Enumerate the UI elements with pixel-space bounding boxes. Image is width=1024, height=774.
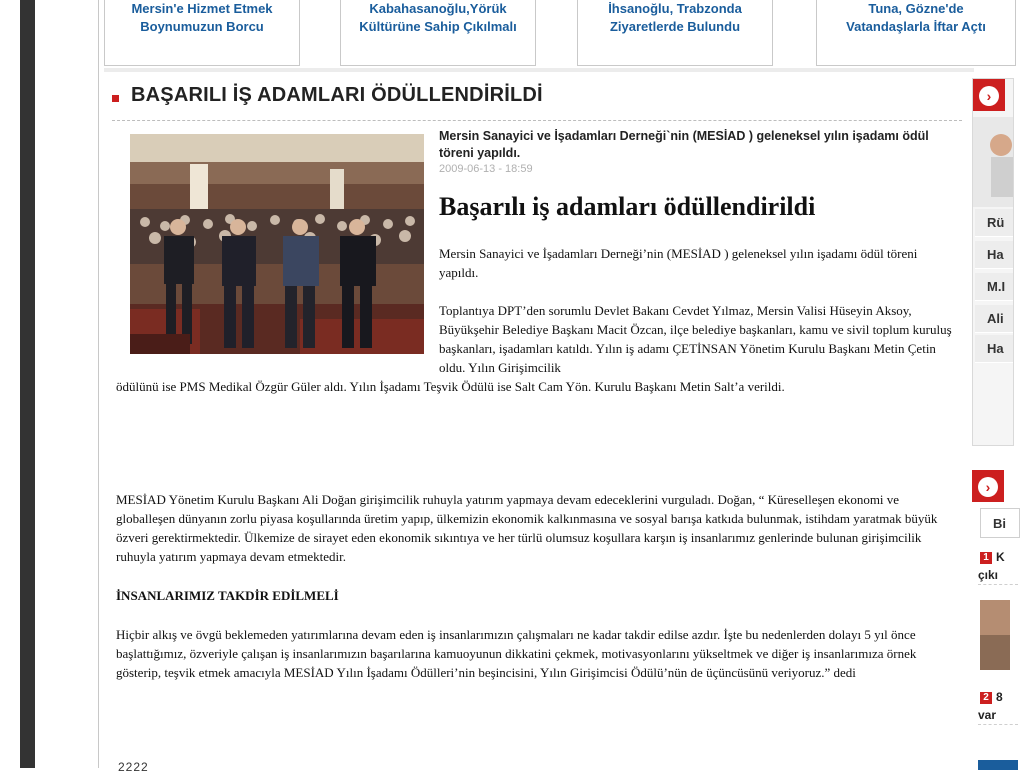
rank-2-text[interactable]: 8 <box>996 690 1003 704</box>
sidebar-box-2-header[interactable] <box>972 470 1004 502</box>
article-paragraph-1: Mersin Sanayici ve İşadamları Derneği’nin (MESİAD ) geleneksel yılın işadamı ödül töreni yapıldı. <box>439 246 918 280</box>
content-border <box>98 0 99 768</box>
article-date: 2009-06-13 - 18:59 <box>439 163 533 175</box>
bottom-cut-text: 2222 <box>118 760 149 774</box>
award-ceremony-image <box>130 134 424 354</box>
news-tab-3-line2: Ziyaretlerde Bulundu <box>609 19 741 34</box>
sidebar-divider <box>978 584 1018 586</box>
news-tab-1-line1: Mersin'e Hizmet Etmek <box>131 1 273 16</box>
rank-1-text[interactable]: K <box>996 550 1005 564</box>
article-photo <box>130 134 424 354</box>
title-bullet-icon <box>112 95 119 102</box>
section-title-bar <box>112 84 962 114</box>
news-tab-2-line2: Kültürüne Sahip Çıkılmalı <box>359 19 517 34</box>
left-dark-strip <box>20 0 35 768</box>
sidebar-list-item-label: Ha <box>987 247 1004 262</box>
news-tab-1[interactable] <box>104 0 300 66</box>
sidebar-blue-header <box>978 760 1018 770</box>
rank-badge-1: 1 <box>980 552 992 564</box>
sidebar-list-item[interactable] <box>975 273 1013 301</box>
sidebar-box-1-header[interactable] <box>973 79 1005 111</box>
left-window-edge <box>0 0 36 768</box>
sidebar-list-item-label: Rü <box>987 215 1005 230</box>
news-tab-1-line2: Boynumuzun Borcu <box>140 19 264 34</box>
rank-badge-2: 2 <box>980 692 992 704</box>
news-tab-4-line2: Vatandaşlarla İftar Açtı <box>846 19 986 34</box>
sidebar-list-item[interactable] <box>975 241 1013 269</box>
chevron-right-icon: › <box>979 86 999 106</box>
sidebar-list-item[interactable] <box>975 335 1013 363</box>
news-tab-4[interactable] <box>816 0 1016 66</box>
article-headline: Başarılı iş adamları ödüllendirildi <box>439 192 816 221</box>
article-paragraph-2: Toplantıya DPT’den sorumlu Devlet Bakanı Cevdet Yılmaz, Mersin Valisi Hüseyin Aksoy, Büyükşehir Belediye Başkanı Macit Özcan, ilçe belediye başkanları, kamu ve sivil toplum kuruluş başkanları, işadamları katıldı. Yılın iş adamı ÇETİNSAN Yönetim Kurulu Başkanı Metin Çetin oldu. Yılın Girişimcilik <box>439 303 952 375</box>
header-divider <box>104 68 974 72</box>
title-dashed-divider <box>112 120 962 121</box>
news-tab-3-line1: İhsanoğlu, Trabzonda <box>608 1 742 16</box>
sidebar-divider <box>978 724 1018 726</box>
sidebar-box-2-tab[interactable] <box>980 508 1020 538</box>
person-photo <box>973 117 1013 207</box>
article-paragraph-2-cont: ödülünü ise PMS Medikal Özgür Güler aldı. Yılın İşadamı Teşvik Ödülü ise Salt Cam Yön. Kurulu Başkanı Metin Salt’a verildi. <box>116 379 785 394</box>
news-tab-4-line1: Tuna, Gözne'de <box>868 1 964 16</box>
section-title: BAŞARILI İŞ ADAMLARI ÖDÜLLENDİRİLDİ <box>131 84 543 106</box>
sidebar-list-item[interactable] <box>975 209 1013 237</box>
article-paragraph-3: MESİAD Yönetim Kurulu Başkanı Ali Doğan girişimcilik ruhuyla yatırım yapmaya devam edeceklerini vurguladı. Doğan, “ Küreselleşen ekonomi ve globalleşen dünyanın zorlu piyasa koşullarında üretim yapıp, ülkemizin ekonomik kalkınmasına ve sosyal barışa katkıda bulunmak, istihdam yaratmak büyük özveri gerektirmektedir. Ülkemize de sirayet eden ekonomik sıkıntıya ve her türlü olumsuz koşullara karşın iş insanlarımız genlerinde bulunan girişimcilik ruhuyla yatırım yapmaya devam etmektedir. <box>116 492 938 564</box>
sidebar-list-item-label: M.I <box>987 279 1006 294</box>
article-subheading: İNSANLARIMIZ TAKDİR EDİLMELİ <box>116 588 339 603</box>
chevron-right-icon: › <box>978 477 998 497</box>
right-sidebar <box>972 72 1024 772</box>
news-tab-3[interactable] <box>577 0 773 66</box>
news-thumbnail[interactable] <box>980 600 1010 670</box>
rank-2-text-cont[interactable]: var <box>978 708 997 722</box>
top-news-tabs <box>104 0 1024 68</box>
sidebar-box-1 <box>972 78 1014 446</box>
sidebar-box-2-tab-label: Bi <box>993 516 1006 531</box>
rank-1-text-cont[interactable]: çıkı <box>978 568 999 582</box>
news-tab-2-line1: Kabahasanoğlu,Yörük <box>369 1 507 16</box>
sidebar-list-item[interactable] <box>975 305 1013 333</box>
article-summary: Mersin Sanayici ve İşadamları Derneği`nin (MESİAD ) geleneksel yılın işadamı ödül töreni yapıldı. <box>439 129 929 160</box>
sidebar-list-item-label: Ha <box>987 341 1004 356</box>
sidebar-list-item-label: Ali <box>987 311 1004 326</box>
news-tab-2[interactable] <box>340 0 536 66</box>
article-paragraph-4: Hiçbir alkış ve övgü beklemeden yatırımlarına devam eden iş insanlarımızın çalışmaları ne kadar takdir edilse azdır. İşte bu nedenlerden dolayı 5 yıl önce başlattığımız, özveriyle çalışan iş insanlarımızın başarılarına kamuoyunun dikkatini çekmek, motivasyonlarını yükseltmek ve diğer iş insanlarımıza örnek gösterip, teşvik etmek amacıyla MESİAD Yılın İşadamı Ödülleri’nin beşincisini, Yılın Girişimcisi Ödülü’nün de üçüncüsünü veriyoruz.” dedi <box>116 627 917 680</box>
